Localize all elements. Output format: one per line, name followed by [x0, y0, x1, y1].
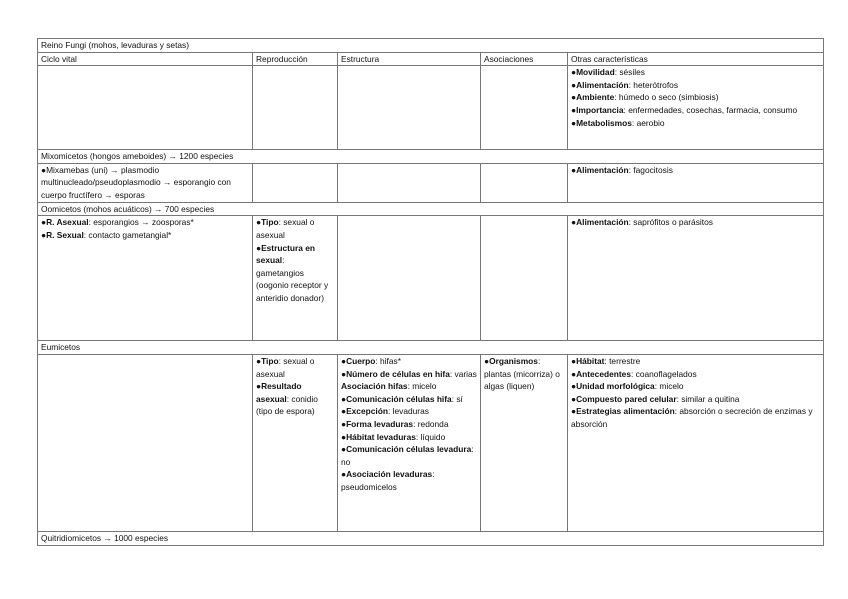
- eumi-otras: [568, 354, 824, 531]
- classification-table: [37, 38, 824, 546]
- section-eumicetos: Eumicetos: [38, 341, 824, 355]
- fungi-estructura: [338, 66, 481, 150]
- header-ciclo-vital: Ciclo vital: [38, 52, 253, 66]
- oomi-estructura: [338, 216, 481, 341]
- list-item: ●Alimentación: heterótrofos: [571, 79, 679, 90]
- mixo-reproduccion: [253, 163, 338, 202]
- section-row-quitridiomicetos: [38, 531, 824, 545]
- header-reproduccion: Reproducción: [253, 52, 338, 66]
- table-title-row: [38, 39, 824, 53]
- list-item: ●Unidad morfológica: micelo: [571, 381, 684, 392]
- oomi-ciclo: [38, 216, 253, 341]
- fungi-row: [38, 66, 824, 150]
- list-item: ●Compuesto pared celular: similar a quitina: [571, 393, 740, 404]
- list-item: ●Comunicación células hifa: sí: [341, 393, 463, 404]
- section-quitridiomicetos: Quitridiomicetos → 1000 especies: [38, 531, 824, 545]
- list-item: ●Hábitat levaduras: líquido: [341, 431, 446, 442]
- list-item: ●Estructura en sexual: gametangios (oogonio receptor y anteridio donador): [256, 242, 329, 303]
- fungi-ciclo: [38, 66, 253, 150]
- fungi-otras: [568, 66, 824, 150]
- oomi-reproduccion: [253, 216, 338, 341]
- table-title: Reino Fungi (mohos, levaduras y setas): [38, 39, 824, 53]
- header-asociaciones: Asociaciones: [481, 52, 568, 66]
- mixo-asociaciones: [481, 163, 568, 202]
- list-item: ●R. Sexual: contacto gametangial*: [41, 229, 172, 240]
- list-item: ●Tipo: sexual o asexual: [256, 217, 315, 240]
- fungi-asociaciones: [481, 66, 568, 150]
- eumi-ciclo: [38, 354, 253, 531]
- list-item: ●Importancia: enfermedades, cosechas, farmacia, consumo: [571, 104, 798, 115]
- oomi-asociaciones: [481, 216, 568, 341]
- list-item: ●Metabolismos: aerobio: [571, 117, 665, 128]
- mixo-ciclo: ●Mixamebas (uni) → plasmodio multinucleado/pseudoplasmodio → esporangio con cuerpo fructífero → esporas: [38, 163, 253, 202]
- section-row-eumicetos: [38, 341, 824, 355]
- list-item: ●Forma levaduras: redonda: [341, 418, 449, 429]
- list-item: ●Resultado asexual: conidio (tipo de espora): [256, 381, 318, 417]
- section-row-mixomicetos: [38, 150, 824, 164]
- fungi-reproduccion: [253, 66, 338, 150]
- list-item: ●Antecedentes: coanoflagelados: [571, 368, 697, 379]
- header-estructura: Estructura: [338, 52, 481, 66]
- list-item: ●Hábitat: terrestre: [571, 355, 641, 366]
- header-row: [38, 52, 824, 66]
- list-item: ●Estrategias alimentación: absorción o secreción de enzimas y absorción: [571, 406, 813, 429]
- list-item: ●Asociación levaduras: pseudomicelos: [341, 469, 435, 492]
- mixo-estructura: [338, 163, 481, 202]
- eumi-row: [38, 354, 824, 531]
- mixo-row: [38, 163, 824, 202]
- section-oomicetos: Oomicetos (mohos acuáticos) → 700 especies: [38, 202, 824, 216]
- list-item: ●Tipo: sexual o asexual: [256, 355, 315, 379]
- section-row-oomicetos: [38, 202, 824, 216]
- oomi-row: [38, 216, 824, 341]
- header-otras: Otras características: [568, 52, 824, 66]
- mixo-otras: ●Alimentación: fagocitosis: [568, 163, 824, 202]
- list-item: ●Excepción: levaduras: [341, 406, 429, 417]
- oomi-otras: ●Alimentación: saprófitos o parásitos: [568, 216, 824, 341]
- list-item: ●Organismos: plantas (micorriza) o algas (liquen): [484, 355, 560, 392]
- eumi-estructura: [338, 354, 481, 531]
- eumi-asociaciones: [481, 354, 568, 531]
- list-item: ●Movilidad: sésiles: [571, 67, 645, 78]
- list-item: ●Ambiente: húmedo o seco (simbiosis): [571, 92, 719, 103]
- list-item: ●Comunicación células levadura: no: [341, 444, 474, 467]
- section-mixomicetos: Mixomicetos (hongos ameboides) → 1200 especies: [38, 150, 824, 164]
- list-item: ●Cuerpo: hifas*: [341, 355, 401, 366]
- list-item: Asociación hifas: micelo: [341, 381, 437, 392]
- list-item: ●R. Asexual: esporangios → zoosporas*: [41, 217, 194, 228]
- list-item: ●Número de células en hifa: varias: [341, 368, 477, 379]
- eumi-reproduccion: [253, 354, 338, 531]
